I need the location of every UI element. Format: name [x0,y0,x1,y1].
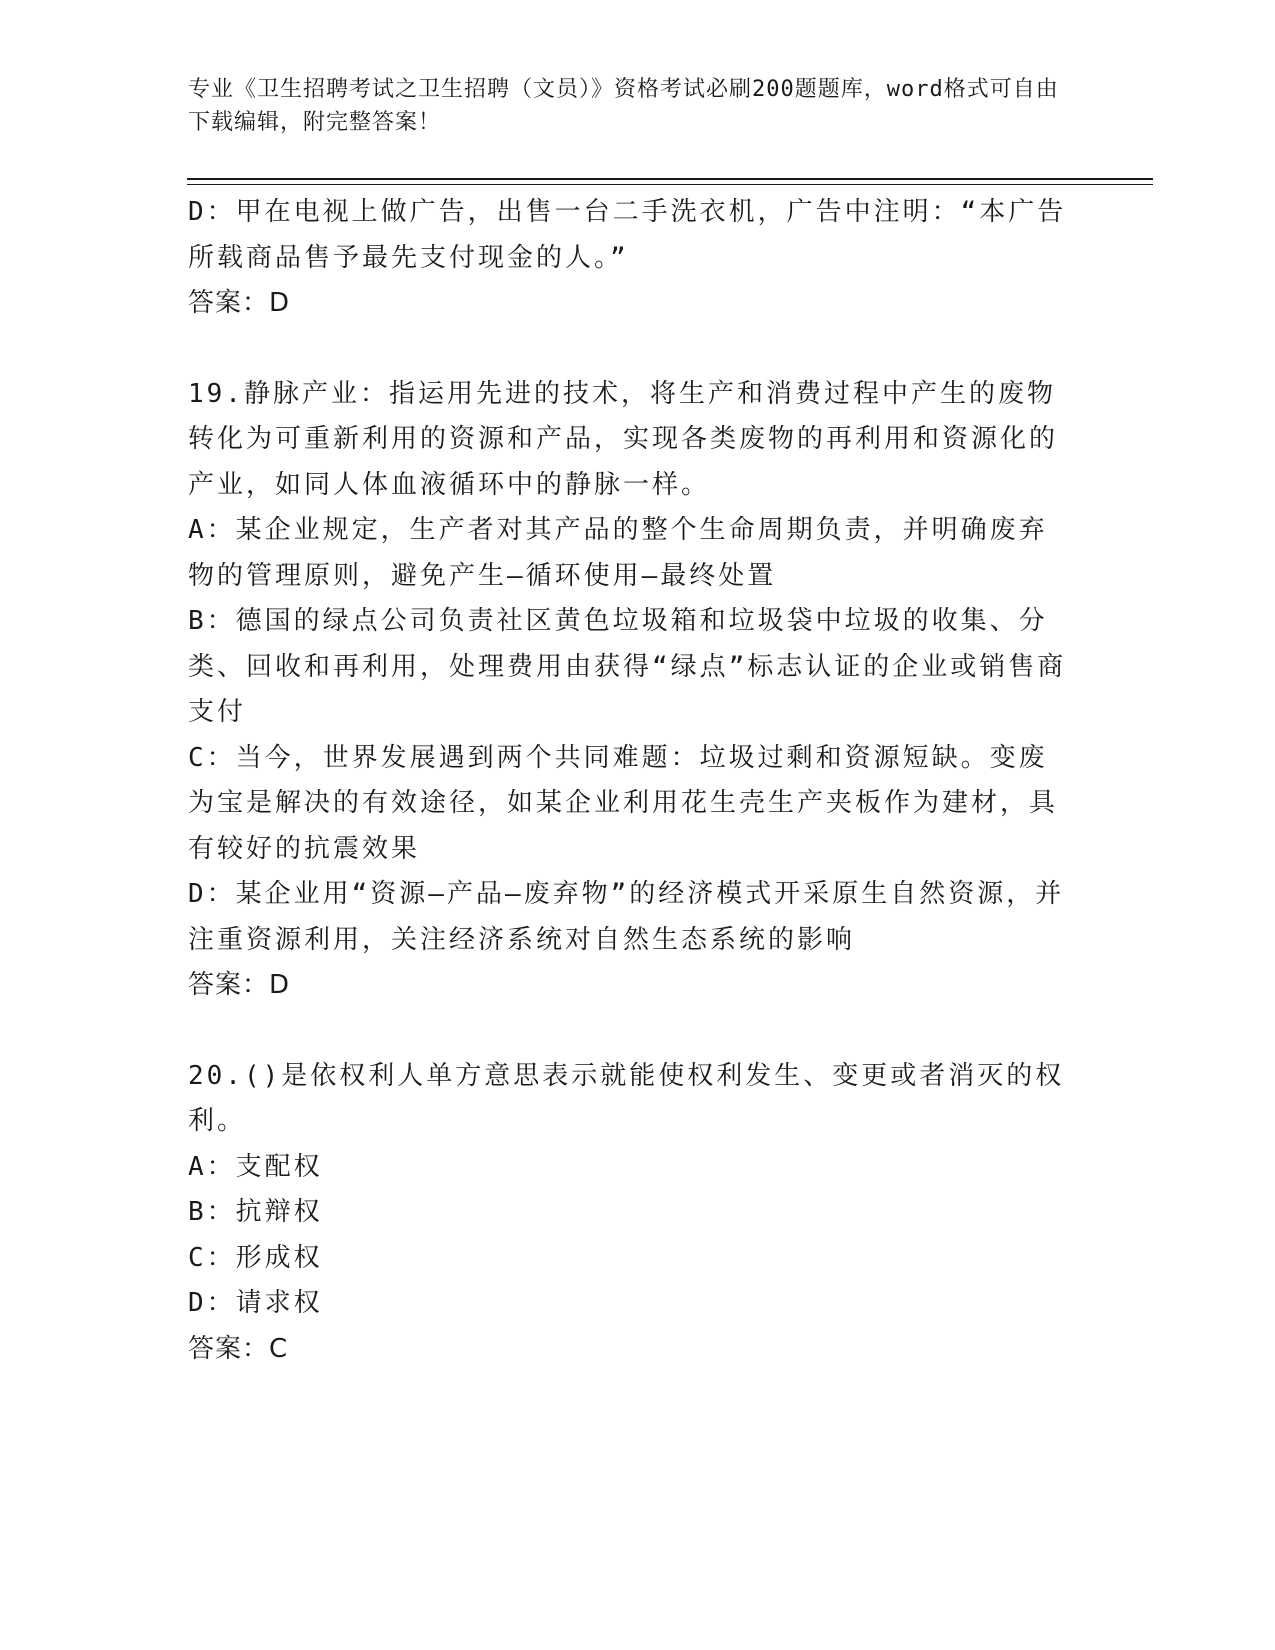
question-20-stem: 20.()是依权利人单方意思表示就能使权利发生、变更或者消灭的权利。 [188,1060,1065,1136]
question-20-option-b: B：抗辩权 [188,1197,323,1227]
question-content [188,190,1068,1372]
header-divider-thin [187,184,1153,185]
question-19-option-b: B：德国的绿点公司负责社区黄色垃圾箱和垃圾袋中垃圾的收集、分类、回收和再利用，处理费用由获得“绿点”标志认证的企业或销售商支付 [188,606,1067,727]
question-spacer [188,1009,1068,1054]
question-18-answer: 答案：D [188,288,291,318]
page-header-title: 专业《卫生招聘考试之卫生招聘（文员）》资格考试必刷200题题库，word格式可自由下载编辑，附完整答案！ [188,77,1059,135]
question-20-answer: 答案：C [188,1333,289,1364]
question-spacer [188,327,1068,372]
question-18-option-d: D：甲在电视上做广告，出售一台二手洗衣机，广告中注明：“本广告所载商品售予最先支付现金的人。” [188,197,1067,273]
question-20 [188,1054,1068,1373]
question-20-option-a: A：支配权 [188,1151,323,1182]
question-19-option-c: C：当今，世界发展遇到两个共同难题：垃圾过剩和资源短缺。变废为宝是解决的有效途径，如某企业利用花生壳生产夹板作为建材，具有较好的抗震效果 [188,742,1059,864]
question-19-option-d: D：某企业用“资源—产品—废弃物”的经济模式开采原生自然资源，并注重资源利用，关注经济系统对自然生态系统的影响 [188,879,1065,955]
question-19-option-a: A：某企业规定，生产者对其产品的整个生命周期负责，并明确废弃物的管理原则，避免产生—循环使用—最终处置 [188,515,1048,591]
question-19-answer: 答案：D [188,970,291,1000]
header-divider-thick [187,178,1153,180]
question-19-stem: 19.静脉产业：指运用先进的技术，将生产和消费过程中产生的废物转化为可重新利用的资源和产品，实现各类废物的再利用和资源化的产业，如同人体血液循环中的静脉一样。 [188,378,1059,500]
question-20-option-c: C：形成权 [188,1242,323,1273]
question-19 [188,372,1068,1009]
question-18-tail [188,190,1068,327]
question-20-option-d: D：请求权 [188,1288,323,1318]
